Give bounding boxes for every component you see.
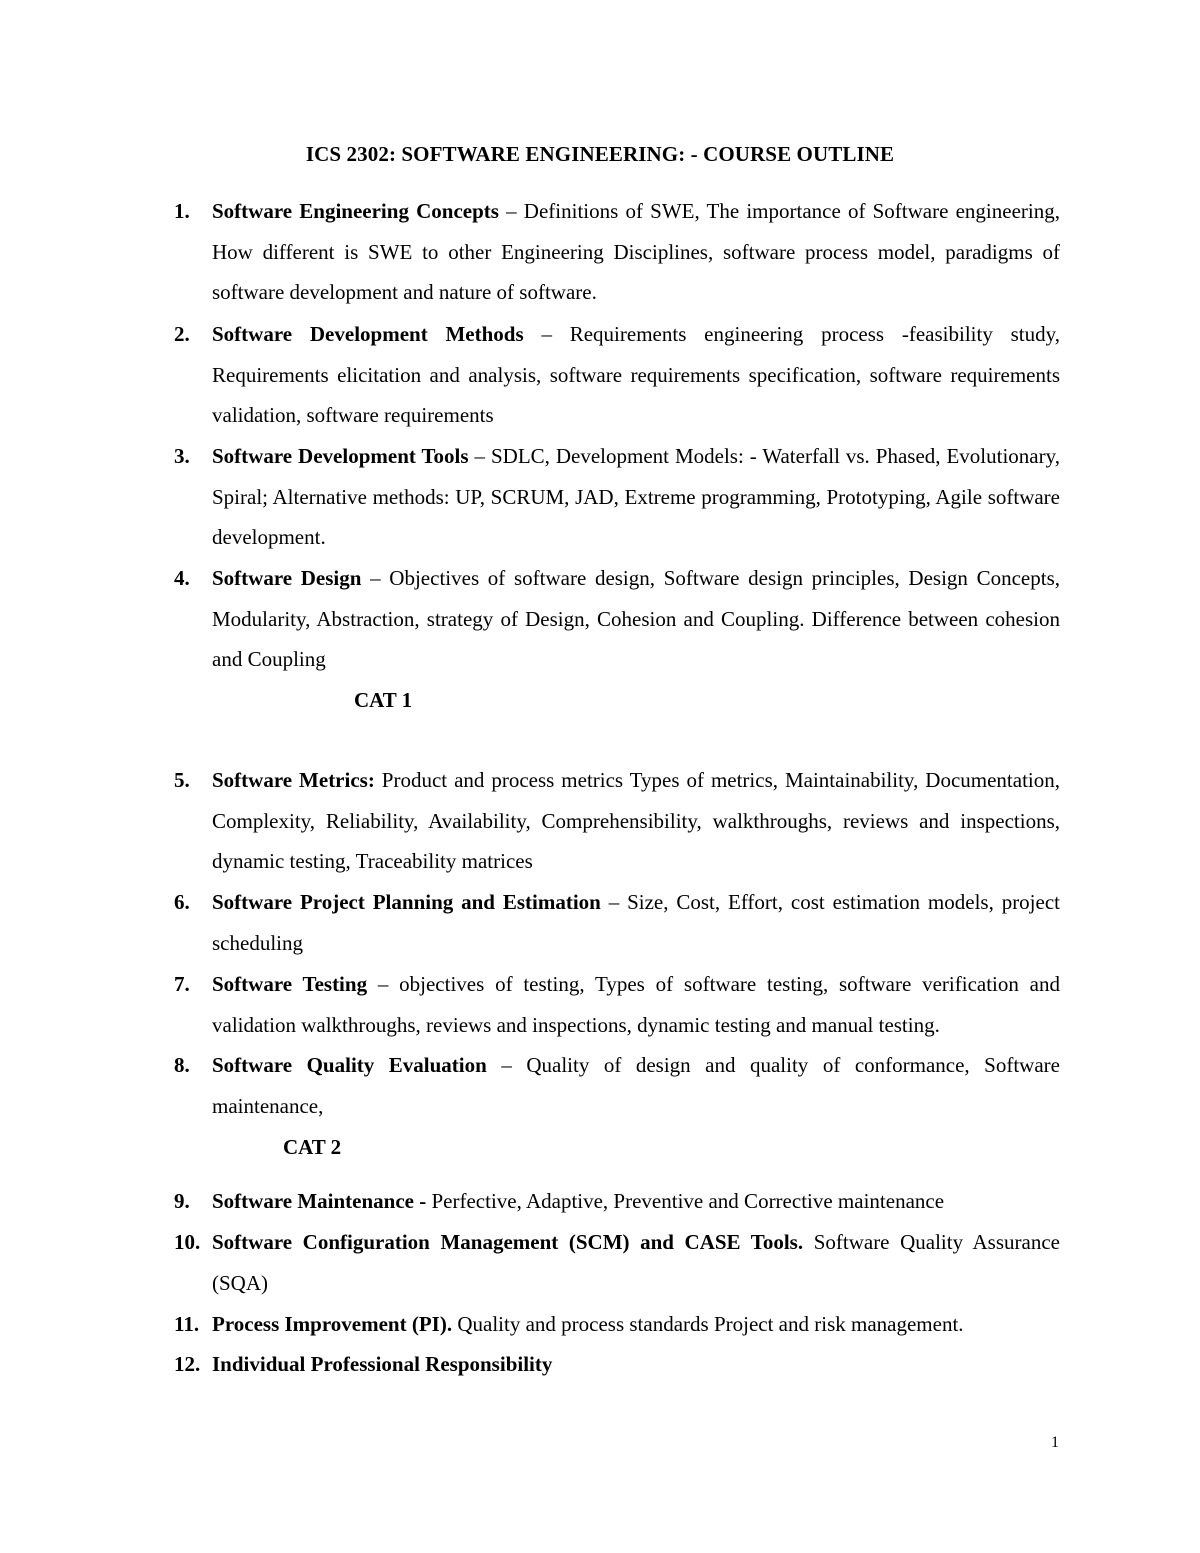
item-text: – Definitions of SWE, The importance of Software engineering, How different is SWE to other Engineering Disciplines, software process model, paradigms of software development and nature of software. — [212, 199, 1060, 305]
outline-item-11 — [174, 1304, 1060, 1345]
item-heading: Software Testing — [212, 972, 368, 996]
cat-1-label: CAT 1 — [354, 688, 413, 712]
page-number: 1 — [1051, 1434, 1059, 1451]
cat-2-label: CAT 2 — [283, 1135, 342, 1159]
item-text: – objectives of testing, Types of software testing, software verification and validation walkthroughs, reviews and inspections, dynamic testing and manual testing. — [212, 972, 1060, 1037]
item-heading: Software Development Methods — [212, 322, 524, 346]
item-number: 12. — [174, 1352, 201, 1376]
item-number: 10. — [174, 1230, 201, 1254]
outline-item-5 — [174, 760, 1060, 882]
item-heading: Software Quality Evaluation — [212, 1053, 487, 1077]
item-text: – Objectives of software design, Software design principles, Design Concepts, Modularity, Abstraction, strategy of Design, Cohesion and Coupling. Difference between cohesion and Coupling — [212, 566, 1060, 672]
document-title: ICS 2302: SOFTWARE ENGINEERING: - COURSE OUTLINE — [305, 142, 895, 166]
outline-item-7 — [174, 964, 1060, 1045]
item-number: 2. — [174, 322, 190, 346]
item-heading: Software Metrics: — [212, 768, 375, 792]
outline-item-3 — [174, 436, 1060, 558]
item-number: 5. — [174, 768, 190, 792]
item-heading: Software Development Tools — [212, 444, 469, 468]
item-heading: Process Improvement (PI). — [212, 1312, 453, 1336]
item-text: Software Quality Assurance (SQA) — [212, 1230, 1060, 1295]
item-number: 11. — [174, 1312, 200, 1336]
item-text: – Quality of design and quality of conformance, Software maintenance, — [212, 1053, 1060, 1118]
item-number: 4. — [174, 566, 190, 590]
outline-item-4 — [174, 558, 1060, 680]
item-heading: Software Design — [212, 566, 362, 590]
item-text: – Requirements engineering process -feasibility study, Requirements elicitation and analysis, software requirements specification, software requirements validation, software requirements — [212, 322, 1060, 428]
outline-item-1 — [174, 191, 1060, 313]
item-number: 6. — [174, 890, 190, 914]
item-heading: Software Configuration Management (SCM) and CASE Tools. — [212, 1230, 804, 1254]
outline-item-2 — [174, 314, 1060, 436]
item-number: 1. — [174, 199, 190, 223]
item-number: 9. — [174, 1189, 190, 1213]
item-number: 8. — [174, 1053, 190, 1077]
outline-item-12 — [174, 1344, 1060, 1385]
outline-item-10 — [174, 1222, 1060, 1303]
item-text: Product and process metrics Types of metrics, Maintainability, Documentation, Complexity, Reliability, Availability, Comprehensibility, walkthroughs, reviews and inspections, dynamic testing, Traceability matrices — [212, 768, 1060, 874]
item-text: Perfective, Adaptive, Preventive and Corrective maintenance — [431, 1189, 945, 1213]
item-heading: Individual Professional Responsibility — [212, 1352, 553, 1376]
item-heading: Software Maintenance - — [212, 1189, 432, 1213]
item-text: – Size, Cost, Effort, cost estimation models, project scheduling — [212, 890, 1060, 955]
item-text: – SDLC, Development Models: - Waterfall vs. Phased, Evolutionary, Spiral; Alternative methods: UP, SCRUM, JAD, Extreme programming, Prototyping, Agile software development. — [212, 444, 1061, 550]
item-number: 7. — [174, 972, 190, 996]
item-heading: Software Project Planning and Estimation — [212, 890, 601, 914]
outline-item-6 — [174, 882, 1060, 963]
outline-item-9 — [174, 1181, 1060, 1222]
item-number: 3. — [174, 444, 190, 468]
item-heading: Software Engineering Concepts — [212, 199, 499, 223]
item-text: Quality and process standards Project and risk management. — [452, 1312, 964, 1336]
outline-item-8 — [174, 1045, 1060, 1126]
